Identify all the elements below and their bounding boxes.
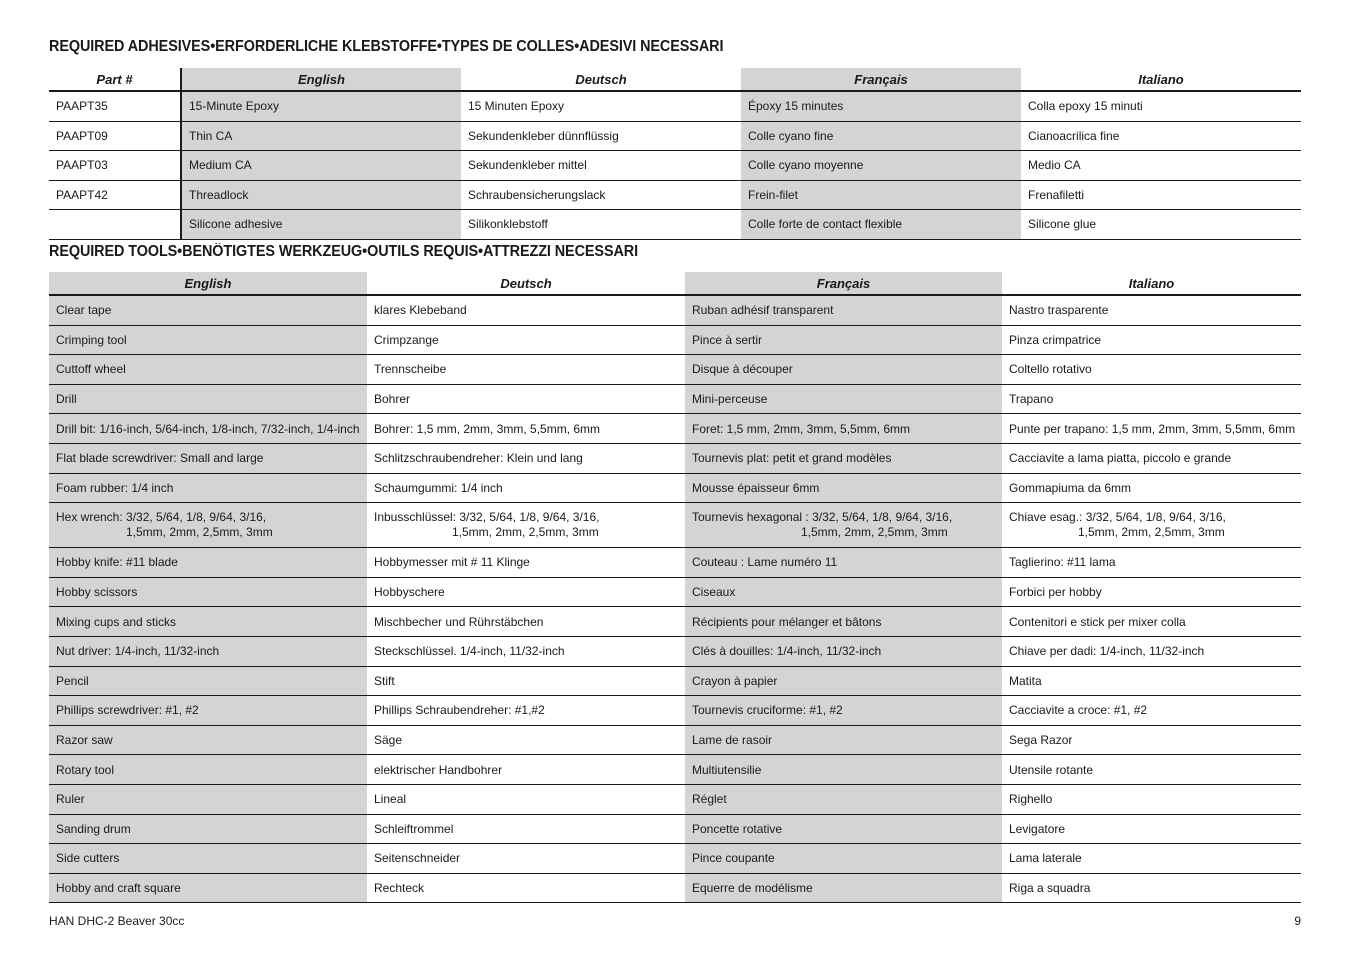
table-row [49,784,1301,814]
francais-cell: Multiutensilie [685,755,1002,785]
table-row [49,91,1301,121]
table-row [49,443,1301,473]
adhesives-heading: REQUIRED ADHESIVES•ERFORDERLICHE KLEBSTOFFE•TYPES DE COLLES•ADESIVI NECESSARI [49,38,724,55]
italiano-cell: Medio CA [1021,151,1301,181]
italiano-cell: Trapano [1002,384,1301,414]
table-row [49,666,1301,696]
english-cell: Hobby knife: #11 blade [49,548,367,578]
italiano-cell: Nastro trasparente [1002,295,1301,325]
cell-line-continued: 1,5mm, 2mm, 2,5mm, 3mm [1078,525,1225,540]
francais-cell: Frein-filet [741,180,1021,210]
francais-cell: Lame de rasoir [685,725,1002,755]
deutsch-cell: klares Klebeband [367,295,685,325]
francais-cell: Tournevis cruciforme: #1, #2 [685,696,1002,726]
francais-cell: Ruban adhésif transparent [685,295,1002,325]
part-cell: PAAPT35 [49,91,181,121]
deutsch-cell: elektrischer Handbohrer [367,755,685,785]
table-row [49,873,1301,903]
italiano-cell: Forbici per hobby [1002,577,1301,607]
italiano-cell: Cianoacrilica fine [1021,121,1301,151]
tools-heading: REQUIRED TOOLS•BENÖTIGTES WERKZEUG•OUTILS REQUIS•ATTREZZI NECESSARI [49,243,639,260]
part-cell: PAAPT03 [49,151,181,181]
deutsch-cell: Seitenschneider [367,844,685,874]
table-row [49,473,1301,503]
cell-line: Inbusschlüssel: 3/32, 5/64, 1/8, 9/64, 3/16, [374,510,600,525]
column-header-english: English [49,272,367,295]
table-row [49,355,1301,385]
italiano-cell: Coltello rotativo [1002,355,1301,385]
table-row [49,503,1301,548]
italiano-cell: Silicone glue [1021,210,1301,240]
francais-cell: Poncette rotative [685,814,1002,844]
francais-cell: Réglet [685,784,1002,814]
adhesives-table [49,68,1301,240]
francais-cell: Crayon à papier [685,666,1002,696]
francais-cell: Pince à sertir [685,325,1002,355]
table-row [49,295,1301,325]
francais-cell: Mini-perceuse [685,384,1002,414]
francais-cell: Mousse épaisseur 6mm [685,473,1002,503]
italiano-cell: Levigatore [1002,814,1301,844]
italiano-cell: Colla epoxy 15 minuti [1021,91,1301,121]
italiano-cell: Righello [1002,784,1301,814]
francais-cell: Ciseaux [685,577,1002,607]
table-row [49,844,1301,874]
english-cell: Flat blade screwdriver: Small and large [49,443,367,473]
english-cell: Phillips screwdriver: #1, #2 [49,696,367,726]
italiano-cell: Contenitori e stick per mixer colla [1002,607,1301,637]
cell-line: Chiave esag.: 3/32, 5/64, 1/8, 9/64, 3/16, [1009,510,1226,525]
part-cell [49,210,181,240]
table-row [49,636,1301,666]
deutsch-cell: Phillips Schraubendreher: #1,#2 [367,696,685,726]
english-cell: Side cutters [49,844,367,874]
deutsch-cell: Bohrer [367,384,685,414]
italiano-cell: Cacciavite a croce: #1, #2 [1002,696,1301,726]
english-cell: Foam rubber: 1/4 inch [49,473,367,503]
english-cell: Pencil [49,666,367,696]
italiano-cell: Punte per trapano: 1,5 mm, 2mm, 3mm, 5,5mm, 6mm [1002,414,1301,444]
italiano-cell: Lama laterale [1002,844,1301,874]
english-cell: Razor saw [49,725,367,755]
deutsch-cell: Silikonklebstoff [461,210,741,240]
francais-cell: Couteau : Lame numéro 11 [685,548,1002,578]
deutsch-cell: Schaumgummi: 1/4 inch [367,473,685,503]
table-row [49,384,1301,414]
francais-cell: Disque à découper [685,355,1002,385]
english-cell: 15-Minute Epoxy [181,91,461,121]
italiano-cell: Gommapiuma da 6mm [1002,473,1301,503]
francais-cell: Clés à douilles: 1/4-inch, 11/32-inch [685,636,1002,666]
table-row [49,696,1301,726]
english-cell: Sanding drum [49,814,367,844]
english-cell: Hobby scissors [49,577,367,607]
english-cell: Medium CA [181,151,461,181]
english-cell: Clear tape [49,295,367,325]
table-row [49,548,1301,578]
english-cell: Mixing cups and sticks [49,607,367,637]
francais-cell: Foret: 1,5 mm, 2mm, 3mm, 5,5mm, 6mm [685,414,1002,444]
english-cell: Threadlock [181,180,461,210]
column-header-italiano: Italiano [1021,68,1301,91]
english-cell: Rotary tool [49,755,367,785]
italiano-cell: Riga a squadra [1002,873,1301,903]
table-row [49,151,1301,181]
deutsch-cell: Crimpzange [367,325,685,355]
italiano-cell: Sega Razor [1002,725,1301,755]
francais-cell: Equerre de modélisme [685,873,1002,903]
table-row [49,180,1301,210]
english-cell: Drill bit: 1/16-inch, 5/64-inch, 1/8-inch, 7/32-inch, 1/4-inch [49,414,367,444]
francais-cell: Colle forte de contact flexible [741,210,1021,240]
francais-cell: Époxy 15 minutes [741,91,1021,121]
english-cell [49,503,367,548]
english-cell: Cuttoff wheel [49,355,367,385]
deutsch-cell: Stift [367,666,685,696]
francais-cell: Récipients pour mélanger et bâtons [685,607,1002,637]
cell-line-continued: 1,5mm, 2mm, 2,5mm, 3mm [801,525,948,540]
column-header-english: English [181,68,461,91]
deutsch-cell: Steckschlüssel. 1/4-inch, 11/32-inch [367,636,685,666]
cell-line-continued: 1,5mm, 2mm, 2,5mm, 3mm [126,525,273,540]
part-cell: PAAPT09 [49,121,181,151]
adhesives-header-row [49,68,1301,91]
italiano-cell: Chiave per dadi: 1/4-inch, 11/32-inch [1002,636,1301,666]
deutsch-cell: Schleiftrommel [367,814,685,844]
table-row [49,607,1301,637]
deutsch-cell: Sekundenkleber mittel [461,151,741,181]
deutsch-cell: Hobbymesser mit # 11 Klinge [367,548,685,578]
english-cell: Thin CA [181,121,461,151]
part-cell: PAAPT42 [49,180,181,210]
table-row [49,414,1301,444]
table-row [49,121,1301,151]
deutsch-cell: Bohrer: 1,5 mm, 2mm, 3mm, 5,5mm, 6mm [367,414,685,444]
column-header-francais: Français [685,272,1002,295]
english-cell: Crimping tool [49,325,367,355]
table-row [49,755,1301,785]
deutsch-cell: Lineal [367,784,685,814]
footer-title: HAN DHC-2 Beaver 30cc [49,914,185,928]
francais-cell [685,503,1002,548]
francais-cell: Tournevis plat: petit et grand modèles [685,443,1002,473]
cell-line: Tournevis hexagonal : 3/32, 5/64, 1/8, 9/64, 3/16, [692,510,953,525]
deutsch-cell: Mischbecher und Rührstäbchen [367,607,685,637]
deutsch-cell: Hobbyschere [367,577,685,607]
deutsch-cell: Rechteck [367,873,685,903]
deutsch-cell: Schlitzschraubendreher: Klein und lang [367,443,685,473]
column-header-deutsch: Deutsch [367,272,685,295]
italiano-cell [1002,503,1301,548]
page-number: 9 [1294,914,1301,928]
francais-cell: Colle cyano fine [741,121,1021,151]
table-row [49,210,1301,240]
deutsch-cell: 15 Minuten Epoxy [461,91,741,121]
column-header-part: Part # [49,68,181,91]
english-cell: Drill [49,384,367,414]
column-header-francais: Français [741,68,1021,91]
cell-line-continued: 1,5mm, 2mm, 2,5mm, 3mm [452,525,599,540]
tools-table [49,272,1301,903]
english-cell: Silicone adhesive [181,210,461,240]
italiano-cell: Taglierino: #11 lama [1002,548,1301,578]
italiano-cell: Matita [1002,666,1301,696]
tools-header-row [49,272,1301,295]
column-header-deutsch: Deutsch [461,68,741,91]
francais-cell: Pince coupante [685,844,1002,874]
italiano-cell: Pinza crimpatrice [1002,325,1301,355]
italiano-cell: Frenafiletti [1021,180,1301,210]
table-row [49,725,1301,755]
deutsch-cell: Sekundenkleber dünnflüssig [461,121,741,151]
italiano-cell: Utensile rotante [1002,755,1301,785]
francais-cell: Colle cyano moyenne [741,151,1021,181]
deutsch-cell [367,503,685,548]
english-cell: Hobby and craft square [49,873,367,903]
table-row [49,325,1301,355]
table-row [49,577,1301,607]
column-header-italiano: Italiano [1002,272,1301,295]
deutsch-cell: Trennscheibe [367,355,685,385]
english-cell: Nut driver: 1/4-inch, 11/32-inch [49,636,367,666]
italiano-cell: Cacciavite a lama piatta, piccolo e grande [1002,443,1301,473]
deutsch-cell: Schraubensicherungslack [461,180,741,210]
deutsch-cell: Säge [367,725,685,755]
english-cell: Ruler [49,784,367,814]
cell-line: Hex wrench: 3/32, 5/64, 1/8, 9/64, 3/16, [56,510,267,525]
table-row [49,814,1301,844]
